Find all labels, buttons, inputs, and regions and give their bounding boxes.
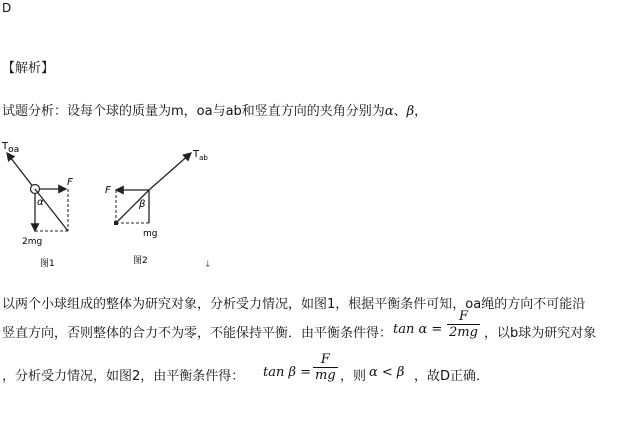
ball-b <box>114 221 118 225</box>
tension-ab-label: $T_{ab}$ <box>193 149 208 162</box>
eq1-denominator: 2mg <box>449 325 478 340</box>
analysis-text: 试题分析：设每个球的质量为m，oa与ab和竖直方向的夹角分别为 <box>2 104 385 119</box>
figure-2 <box>105 149 208 266</box>
eq2-lhs: tan β = <box>263 365 312 380</box>
para1-line2-end: ，以b球为研究对象 <box>484 326 597 341</box>
force-f2-label: F <box>105 185 111 196</box>
resultant-line <box>35 189 68 231</box>
figure-1 <box>1 141 73 269</box>
tension-ab-arrow <box>149 153 191 190</box>
section-title: 【解析】 <box>2 61 55 76</box>
eq2-numerator: F <box>320 352 330 367</box>
weight-2mg-label: 2mg <box>22 237 43 247</box>
eq2-fraction <box>313 352 338 383</box>
alpha-angle-label: α <box>37 197 44 208</box>
eq1-lhs: tan α = <box>393 322 443 337</box>
para1-line1: 以两个小球组成的整体为研究对象，分析受力情况，如图1，根据平衡条件可知，oa绳的方向不可能沿 <box>2 297 586 312</box>
eq1-numerator: F <box>458 309 468 324</box>
para2-text: ，分析受力情况，如图2，由平衡条件得： <box>2 369 245 384</box>
weight-mg-label: mg <box>143 229 158 239</box>
eq1-fraction <box>447 309 480 340</box>
force-diagrams <box>0 135 220 270</box>
force-f-label: F <box>67 177 73 188</box>
alpha-symbol: α <box>384 104 394 119</box>
tension-oa-label: Toa <box>2 141 20 155</box>
inequality: α < β <box>369 365 405 380</box>
para1-line2: 竖直方向，否则整体的合力不为零，不能保持平衡．由平衡条件得： <box>2 326 393 341</box>
figure-1-caption: 图1 <box>40 259 55 269</box>
eq2-denominator: mg <box>315 368 336 383</box>
beta-angle-label: β <box>139 199 146 210</box>
figure-2-caption: 图2 <box>133 256 148 266</box>
para2-mid: ，则 <box>340 369 367 384</box>
answer-label: D <box>2 1 12 15</box>
beta-symbol: β <box>406 104 415 119</box>
line-end: ， <box>414 104 428 119</box>
analysis-line <box>2 100 427 119</box>
para2-end: ，故D正确． <box>414 369 490 384</box>
tension-oa-arrow <box>7 153 34 188</box>
separator: 、 <box>393 104 407 119</box>
return-mark: ↓ <box>204 260 212 270</box>
